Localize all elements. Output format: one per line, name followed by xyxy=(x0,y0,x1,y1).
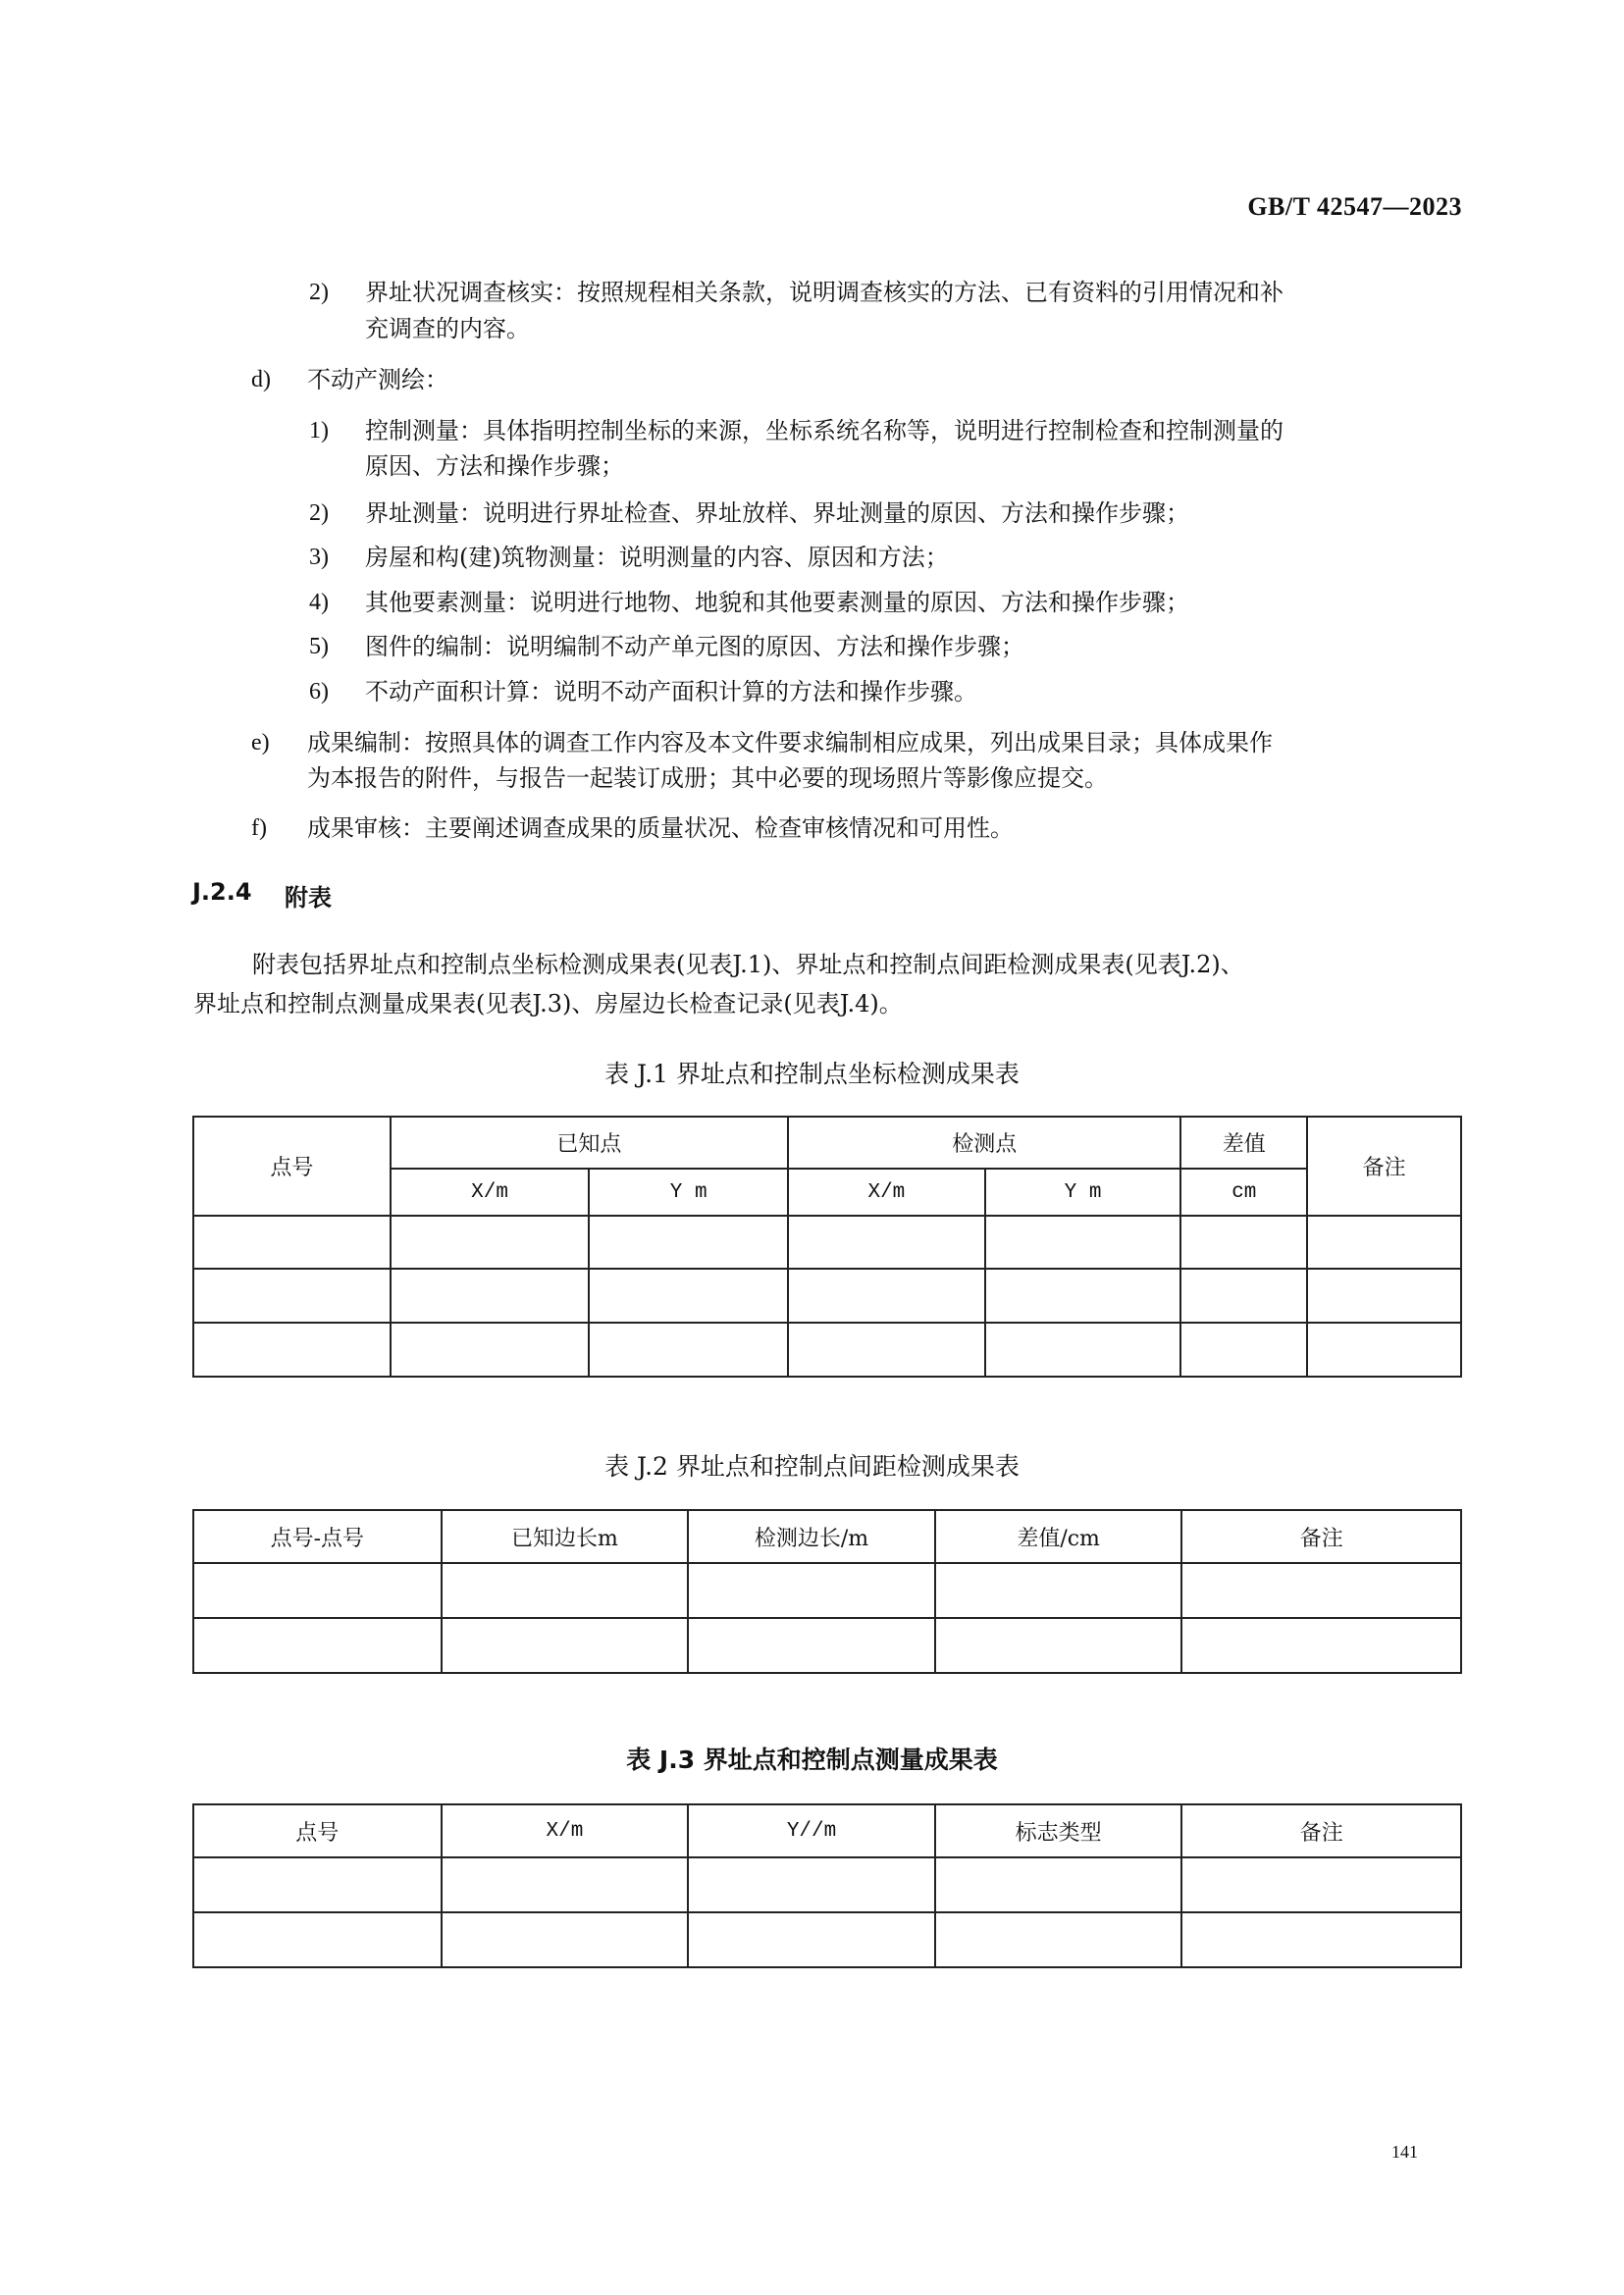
item-text: 界址状况调查核实：按照规程相关条款，说明调查核实的方法、已有资料的引用情况和补 xyxy=(365,279,1283,306)
table-row xyxy=(193,1912,1461,1967)
item-number: d) xyxy=(251,367,271,392)
item-text: 不动产测绘： xyxy=(307,366,448,393)
header-cell: 备注 xyxy=(1181,1804,1461,1857)
header-remark: 备注 xyxy=(1307,1117,1461,1216)
section-number: J.2.4 xyxy=(192,878,252,906)
header-known-x: X/m xyxy=(391,1169,590,1216)
item-text: 不动产面积计算：说明不动产面积计算的方法和操作步骤。 xyxy=(365,678,977,705)
header-detected-y: Y m xyxy=(985,1169,1181,1216)
header-detected-x: X/m xyxy=(788,1169,985,1216)
header-cell: 点号-点号 xyxy=(193,1510,442,1563)
table-row xyxy=(193,1563,1461,1618)
header-point-number: 点号 xyxy=(193,1117,391,1216)
header-cell: X/m xyxy=(442,1804,689,1857)
item-text: 成果编制：按照具体的调查工作内容及本文件要求编制相应成果，列出成果目录；具体成果作 xyxy=(307,729,1273,756)
item-number: 6) xyxy=(309,679,329,704)
item-number: 4) xyxy=(309,590,329,615)
item-text: 其他要素测量：说明进行地物、地貌和其他要素测量的原因、方法和操作步骤； xyxy=(365,589,1189,616)
page-number: 141 xyxy=(1391,2142,1418,2162)
header-difference-unit: cm xyxy=(1180,1169,1307,1216)
header-cell: Y//m xyxy=(688,1804,935,1857)
table-j1 xyxy=(192,1116,1462,1378)
item-text: 成果审核：主要阐述调查成果的质量状况、检查审核情况和可用性。 xyxy=(307,814,1014,842)
item-text-continued: 原因、方法和操作步骤； xyxy=(365,452,624,480)
section-title: 附表 xyxy=(285,884,332,912)
item-text: 图件的编制：说明编制不动产单元图的原因、方法和操作步骤； xyxy=(365,633,1024,660)
header-cell: 点号 xyxy=(193,1804,442,1857)
table-row xyxy=(193,1269,1461,1323)
item-number: 5) xyxy=(309,634,329,659)
item-number: f) xyxy=(251,815,267,841)
table-row xyxy=(193,1857,1461,1912)
table-row xyxy=(193,1618,1461,1673)
table-j3 xyxy=(192,1803,1462,1968)
standard-number: GB/T 42547—2023 xyxy=(1247,192,1462,221)
item-number: 2) xyxy=(309,500,329,526)
header-known-y: Y m xyxy=(589,1169,788,1216)
header-detected-point: 检测点 xyxy=(788,1117,1180,1169)
item-number: 1) xyxy=(309,418,329,443)
header-known-point: 已知点 xyxy=(391,1117,788,1169)
header-cell: 标志类型 xyxy=(935,1804,1182,1857)
header-cell: 检测边长/m xyxy=(688,1510,935,1563)
item-text: 控制测量：具体指明控制坐标的来源，坐标系统名称等，说明进行控制检查和控制测量的 xyxy=(365,417,1283,444)
item-text-continued: 为本报告的附件，与报告一起装订成册；其中必要的现场照片等影像应提交。 xyxy=(307,764,1108,792)
paragraph-line: 附表包括界址点和控制点坐标检测成果表(见表J.1)、界址点和控制点间距检测成果表(见表J.2)、 xyxy=(252,951,1244,978)
table-row xyxy=(193,1216,1461,1269)
table-row xyxy=(193,1323,1461,1377)
item-number: 3) xyxy=(309,545,329,570)
header-cell: 差值/cm xyxy=(935,1510,1182,1563)
table-j2 xyxy=(192,1509,1462,1674)
item-number: e) xyxy=(251,730,270,756)
paragraph-line: 界址点和控制点测量成果表(见表J.3)、房屋边长检查记录(见表J.4)。 xyxy=(193,990,903,1017)
item-text-continued: 充调查的内容。 xyxy=(365,315,530,342)
item-text: 房屋和构(建)筑物测量：说明测量的内容、原因和方法； xyxy=(365,544,949,571)
header-difference: 差值 xyxy=(1180,1117,1307,1169)
item-text: 界址测量：说明进行界址检查、界址放样、界址测量的原因、方法和操作步骤； xyxy=(365,499,1189,527)
item-number: 2) xyxy=(309,280,329,305)
header-cell: 备注 xyxy=(1181,1510,1461,1563)
table-caption: 表 J.2 界址点和控制点间距检测成果表 xyxy=(604,1452,1020,1481)
header-cell: 已知边长m xyxy=(442,1510,689,1563)
table-caption: 表 J.3 界址点和控制点测量成果表 xyxy=(626,1746,998,1774)
table-caption: 表 J.1 界址点和控制点坐标检测成果表 xyxy=(604,1060,1020,1088)
